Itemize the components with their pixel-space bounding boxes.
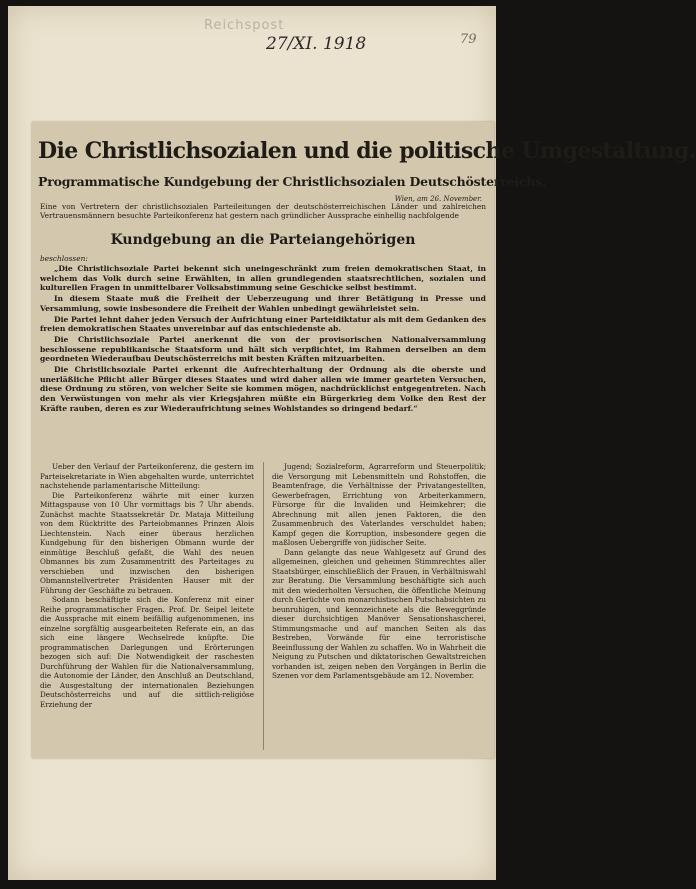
resolution-paragraph: Die Partei lehnt daher jeden Versuch der Aufrichtung einer Parteidiktatur als mit dem Gedanken des freien demokratischen Staates unvereinbar auf das entschiedenste ab.	[40, 314, 486, 334]
resolution-paragraph: „Die Christlichsoziale Partei bekennt sich uneingeschränkt zum freien demokratischen Staat, in welchem das Volk durch seine Erwählten, in allen grundlegenden staatsrechtlichen, sozialen und kulturellen Fragen in unmittelbarer Volksabstimmung seine Geschicke selbst bestimmt.	[40, 264, 486, 293]
article-title: Die Christlichsozialen und die politische Umgestaltung.	[38, 138, 696, 164]
resolution-paragraph: Die Christlichsoziale Partei erkennt die Aufrechterhaltung der Ordnung als die oberste und unerläßliche Pflicht aller Bürger dieses Staates und wird daher allen wie immer gearteten Versuchen, diese Ordnung zu stören, von welcher Seite sie kommen mögen, nachdrücklichst entgegentreten. Nach den Verwüstungen von mehr als vier Kriegsjahren müßte ein Bürgerkrieg dem Volke den Rest der Kräfte rauben, deren es zur Wiederaufrichtung seines Wohlstandes so dringend bedarf.“	[40, 365, 486, 413]
body-column-right	[272, 462, 486, 752]
resolution-text	[40, 264, 486, 432]
newspaper-source-stamp: Reichspost	[204, 18, 285, 33]
body-column-left	[40, 462, 254, 752]
article-subtitle: Programmatische Kundgebung der Christlichsozialen Deutschösterreichs.	[38, 174, 547, 189]
resolution-paragraph: In diesem Staate muß die Freiheit der Ueberzeugung und ihrer Betätigung in Presse und Versammlung, sowie insbesondere die Freiheit der Wahlen unbedingt gewährleistet sein.	[40, 294, 486, 313]
body-paragraph: Sodann beschäftigte sich die Konferenz mit einer Reihe programmatischer Fragen. Prof. Dr. Seipel leitete die Aussprache mit einem beifällig aufgenommenen, ins einzelne sorgfältig ausgearbeiteten Referate ein, an das sich eine längere Wechselrede knüpfte. Die programmatischen Darlegungen und Erörterungen bezogen sich auf: Die Notwendigkeit der raschesten Durchführung der Wahlen für die Nationalversammlung, die Autonomie der Länder, den Anschluß an Deutschland, die Ausgestaltung der internationalen Beziehungen Deutschösterreichs und auf die sittlich-religiöse Erziehung der	[40, 595, 254, 709]
article-intro: Eine von Vertretern der christlichsozialen Parteileitungen der deutschösterreichischen Länder und zahlreichen Vertrauensmännern besuchte Parteikonferenz hat gestern nach gründlicher Aussprache einhellig nachfolgende	[40, 202, 486, 220]
section-heading: Kundgebung an die Parteiangehörigen	[110, 232, 416, 248]
body-paragraph: Dann gelangte das neue Wahlgesetz auf Grund des allgemeinen, gleichen und geheimen Stimmrechtes aller Staatsbürger, einschließlich der Frauen, in Verhältniswahl zur Beratung. Die Versammlung beschäftigte sich auch mit den wiederholten Versuchen, die öffentliche Meinung durch Gerüchte von monarchistischen Putschabsichten zu beunruhigen, und kennzeichnete als die Beweggründe dieser durchsichtigen Manöver Sensationshascherei, Stimmungsmache und auf manchen Seiten als das Bestreben, Vorwände für eine terroristische Beeinflussung der Wahlen zu schaffen. Wo in Wahrheit die Neigung zu Putschen und diktatorischen Gewaltstreichen vorhanden ist, zeigen neben den Vorgängen in Berlin die Szenen vor dem Parlamentsgebäude am 12. November.	[272, 547, 486, 680]
resolution-paragraph: Die Christlichsoziale Partei anerkennt die von der provisorischen Nationalversammlung beschlossene republikanische Staatsform und hält sich verpflichtet, im Rahmen derselben an dem geordneten Wiederaufbau Deutschösterreichs mit besten Kräften mitzuarbeiten.	[40, 334, 486, 364]
resolved-label: beschlossen:	[40, 254, 88, 263]
handwritten-date: 27/XI. 1918	[266, 34, 367, 54]
newspaper-clipping	[32, 122, 696, 758]
article-dateline: Wien, am 26. November.	[394, 195, 482, 203]
body-paragraph: Die Parteikonferenz währte mit einer kurzen Mittagspause von 10 Uhr vormittags bis 7 Uhr abends. Zunächst machte Staatssekretär Dr. Mataja Mitteilung von dem Rücktritte des Parteiobmannes Prinzen Alois Liechtenstein. Nach einer überaus herzlichen Kundgebung für den bisherigen Obmann wurde der einmütige Beschluß gefaßt, die Wahl des neuen Obmannes bis zum Zusammentritt des Parteitages zu verschieben und inzwischen den bisherigen Obmannstellvertreter Präsidenten Hauser mit der Führung der Geschäfte zu betrauen.	[40, 490, 254, 595]
body-paragraph: Ueber den Verlauf der Parteikonferenz, die gestern im Parteisekretariate in Wien abgehalten wurde, unterrichtet nachstehende parlamentarische Mitteilung:	[40, 462, 254, 490]
body-paragraph: Jugend; Sozialreform, Agrarreform und Steuerpolitik; die Versorgung mit Lebensmitteln und Rohstoffen, die Beamtenfrage, die Verhältnisse der Privatangestellten, Gewerbefragen, Errichtung von Arbeiterkammern, Fürsorge für die Invaliden und Heimkehrer; die Abrechnung mit allen jenen Faktoren, die den Zusammenbruch des Vaterlandes verschuldet haben; Kampf gegen die Korruption, insbesondere gegen die maßlosen Uebergriffe von jüdischer Seite.	[272, 462, 486, 547]
column-divider	[263, 462, 264, 750]
archive-number: 79	[460, 32, 477, 47]
